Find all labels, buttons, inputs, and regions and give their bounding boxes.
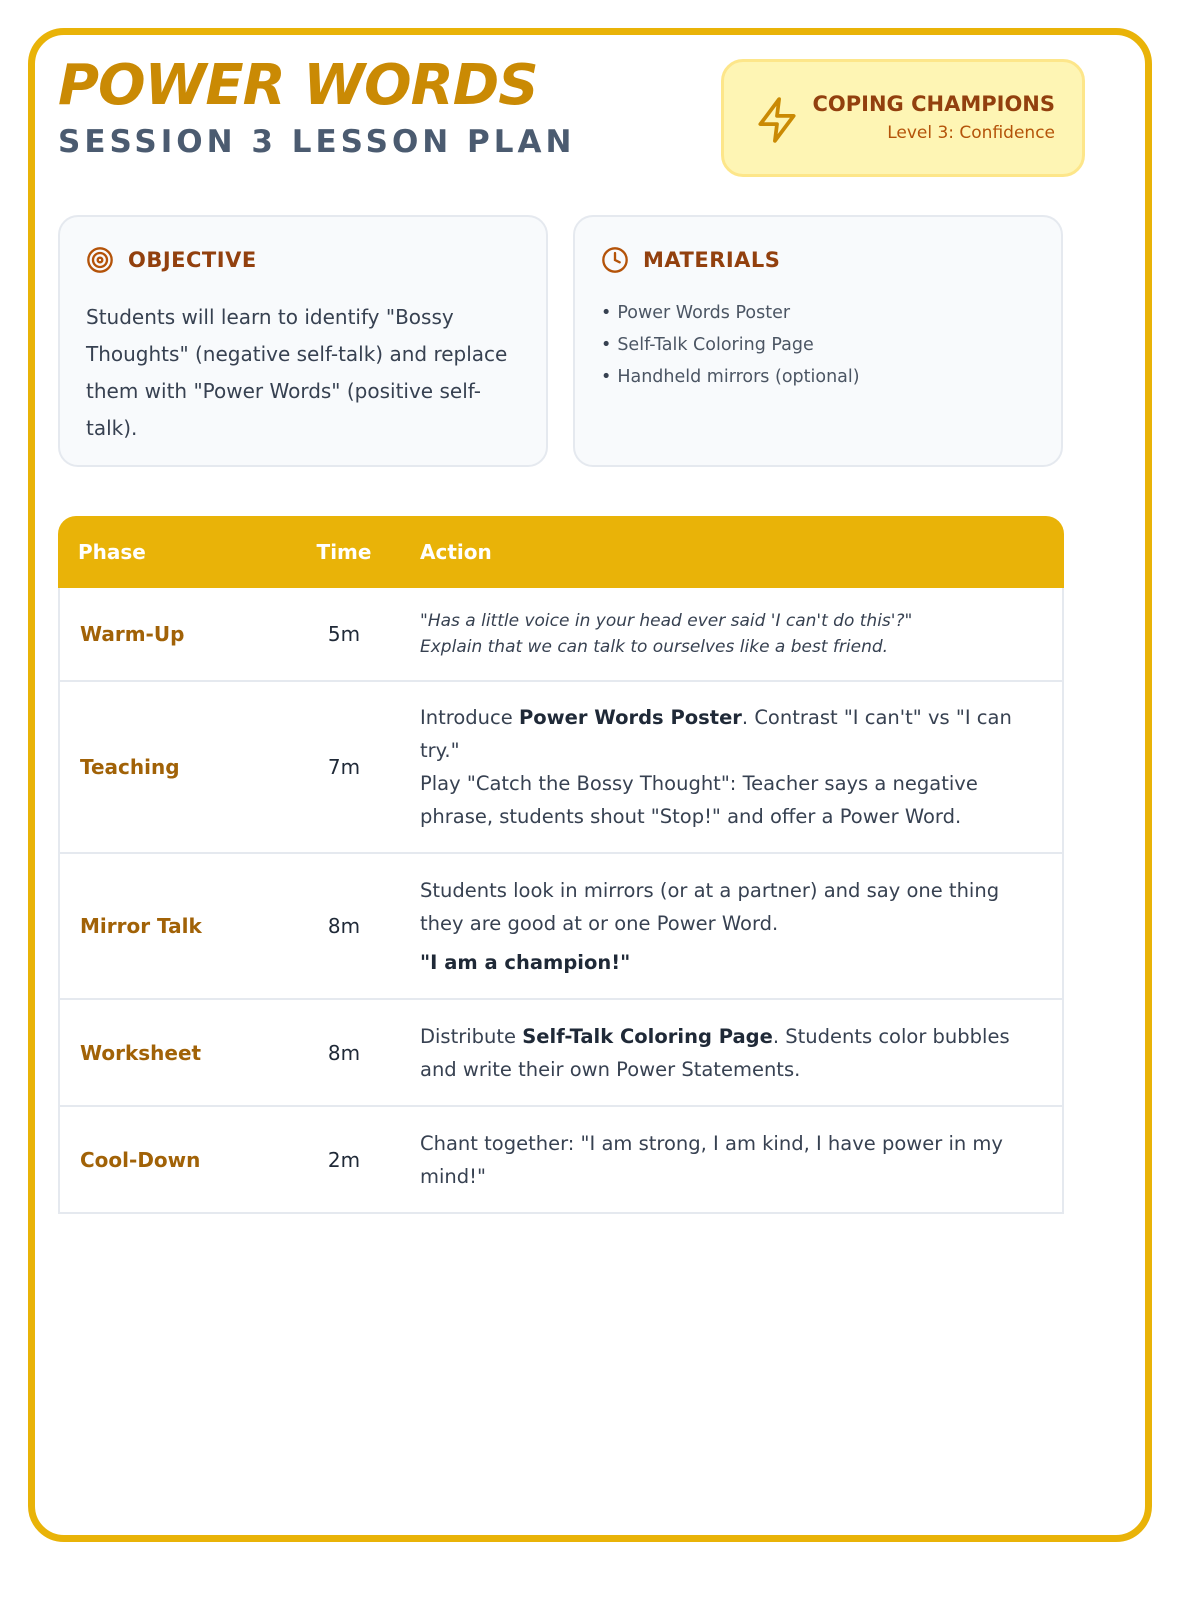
table-row (58, 1000, 1064, 1107)
table-row (58, 682, 1064, 854)
column-header-time: Time (288, 516, 400, 588)
table-row (58, 1107, 1064, 1214)
warmup-quote: "Has a little voice in your head ever said 'I can't do this'?" (420, 611, 913, 631)
teaching-material-name: Power Words Poster (518, 706, 742, 729)
column-header-phase: Phase (58, 516, 288, 588)
page-subtitle: SESSION 3 LESSON PLAN (58, 124, 576, 160)
objective-text: Students will learn to identify "Bossy Thoughts" (negative self-talk) and replace them with "Power Words" (positive self-talk). (86, 305, 508, 440)
time-cell: 8m (288, 854, 400, 1000)
mirror-talk-text: Students look in mirrors (or at a partner) and say one thing they are good at or one Power Word. (420, 878, 1000, 935)
time-cell: 8m (288, 1000, 400, 1107)
time-cell: 7m (288, 682, 400, 854)
teaching-pre-text: Introduce (420, 706, 519, 729)
teaching-line-2: Play "Catch the Bossy Thought": Teacher says a negative phrase, students shout "Stop!" and offer a Power Word. (420, 772, 978, 828)
program-badge (721, 59, 1085, 177)
objective-heading: OBJECTIVE (128, 248, 257, 272)
action-cell (400, 1000, 1064, 1107)
worksheet-pre-text: Distribute (420, 1024, 523, 1048)
table-header-row (58, 516, 1064, 588)
target-icon (86, 246, 114, 274)
teaching-post-text: . Contrast "I can't" vs "I can try." (420, 706, 1012, 762)
time-cell: 5m (288, 588, 400, 682)
mirror-talk-emphasis: "I am a champion!" (420, 950, 631, 974)
lightning-bolt-icon (752, 95, 802, 145)
worksheet-post-text: . Students color bubbles and write their own Power Statements. (420, 1024, 1010, 1081)
materials-box (573, 215, 1063, 467)
action-cell (400, 682, 1064, 854)
materials-item: • Handheld mirrors (optional) (601, 361, 860, 393)
action-cell (400, 588, 1064, 682)
phase-cell: Cool-Down (58, 1107, 288, 1214)
table-row (58, 588, 1064, 682)
clock-icon (601, 246, 629, 274)
phase-cell: Warm-Up (58, 588, 288, 682)
column-header-action: Action (400, 516, 1064, 588)
phase-cell: Teaching (58, 682, 288, 854)
page-title: POWER WORDS (58, 53, 538, 118)
materials-item: • Self-Talk Coloring Page (601, 329, 860, 361)
action-cell: Chant together: "I am strong, I am kind, I have power in my mind!" (400, 1107, 1064, 1214)
materials-heading: MATERIALS (643, 248, 781, 272)
teaching-line-1 (420, 701, 1038, 767)
lesson-plan-table (58, 516, 1064, 1214)
header (58, 52, 575, 162)
phase-cell: Mirror Talk (58, 854, 288, 1000)
objective-box (58, 215, 548, 467)
time-cell: 2m (288, 1107, 400, 1214)
table-row (58, 854, 1064, 1000)
worksheet-material-name: Self-Talk Coloring Page (522, 1024, 773, 1048)
action-cell (400, 854, 1064, 1000)
badge-title: COPING CHAMPIONS (812, 92, 1055, 116)
badge-level: Level 3: Confidence (887, 123, 1055, 143)
warmup-note: Explain that we can talk to ourselves like a best friend. (420, 637, 889, 657)
materials-item: • Power Words Poster (601, 297, 860, 329)
phase-cell: Worksheet (58, 1000, 288, 1107)
materials-list (601, 297, 860, 393)
